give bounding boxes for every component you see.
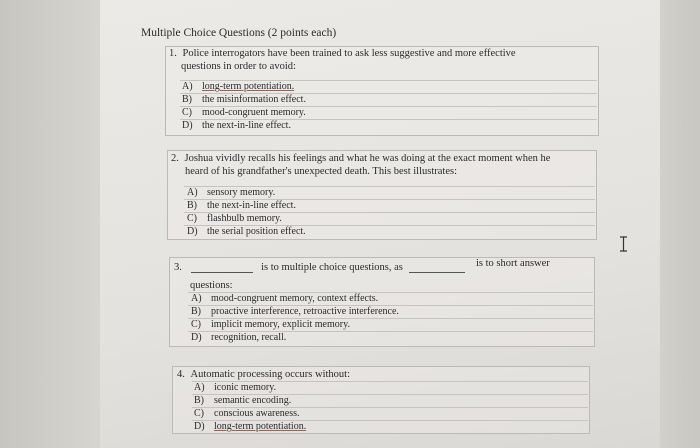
option-c[interactable]: C) mood-congruent memory. xyxy=(182,107,306,118)
question-text: is to short answer xyxy=(476,258,550,269)
question-text: Police interrogators have been trained to ask less suggestive and more effective xyxy=(182,48,516,59)
question-text: Joshua vividly recalls his feelings and what he was doing at the exact moment when he xyxy=(184,153,551,164)
question-text: heard of his grandfather's unexpected death. This best illustrates: xyxy=(185,166,457,177)
question-text: questions: xyxy=(190,280,233,291)
question-number: 2. xyxy=(171,153,179,164)
option-c[interactable]: C) implicit memory, explicit memory. xyxy=(191,319,350,330)
option-d[interactable]: D) long-term potentiation. xyxy=(194,421,307,432)
option-d[interactable]: D) the next-in-line effect. xyxy=(182,120,291,131)
option-b[interactable]: B) semantic encoding. xyxy=(194,395,292,406)
text-cursor-icon xyxy=(619,236,628,252)
option-a[interactable]: A) sensory memory. xyxy=(187,187,276,198)
option-b[interactable]: B) the next-in-line effect. xyxy=(187,200,296,211)
option-d[interactable]: D) recognition, recall. xyxy=(191,332,287,343)
option-b[interactable]: B) proactive interference, retroactive interference. xyxy=(191,306,399,317)
question-text: questions in order to avoid: xyxy=(181,61,296,72)
section-title: Multiple Choice Questions (2 points each) xyxy=(141,27,337,39)
option-b[interactable]: B) the misinformation effect. xyxy=(182,94,306,105)
option-c[interactable]: C) conscious awareness. xyxy=(194,408,300,419)
question-number: 1. xyxy=(169,48,177,59)
question-text: Automatic processing occurs without: xyxy=(190,369,351,380)
option-d[interactable]: D) the serial position effect. xyxy=(187,226,306,237)
option-a[interactable]: A) iconic memory. xyxy=(194,382,277,393)
question-number: 3. xyxy=(174,262,182,273)
question-number: 4. xyxy=(177,369,185,380)
page-shadow-right xyxy=(660,0,700,448)
question-text: is to multiple choice questions, as xyxy=(261,262,403,273)
answer-blank[interactable] xyxy=(191,272,253,273)
option-a[interactable]: A) mood-congruent memory, context effects. xyxy=(191,293,379,304)
answer-blank[interactable] xyxy=(409,272,465,273)
option-c[interactable]: C) flashbulb memory. xyxy=(187,213,282,224)
page-shadow-left xyxy=(0,0,110,448)
option-a[interactable]: A) long-term potentiation. xyxy=(182,81,295,92)
